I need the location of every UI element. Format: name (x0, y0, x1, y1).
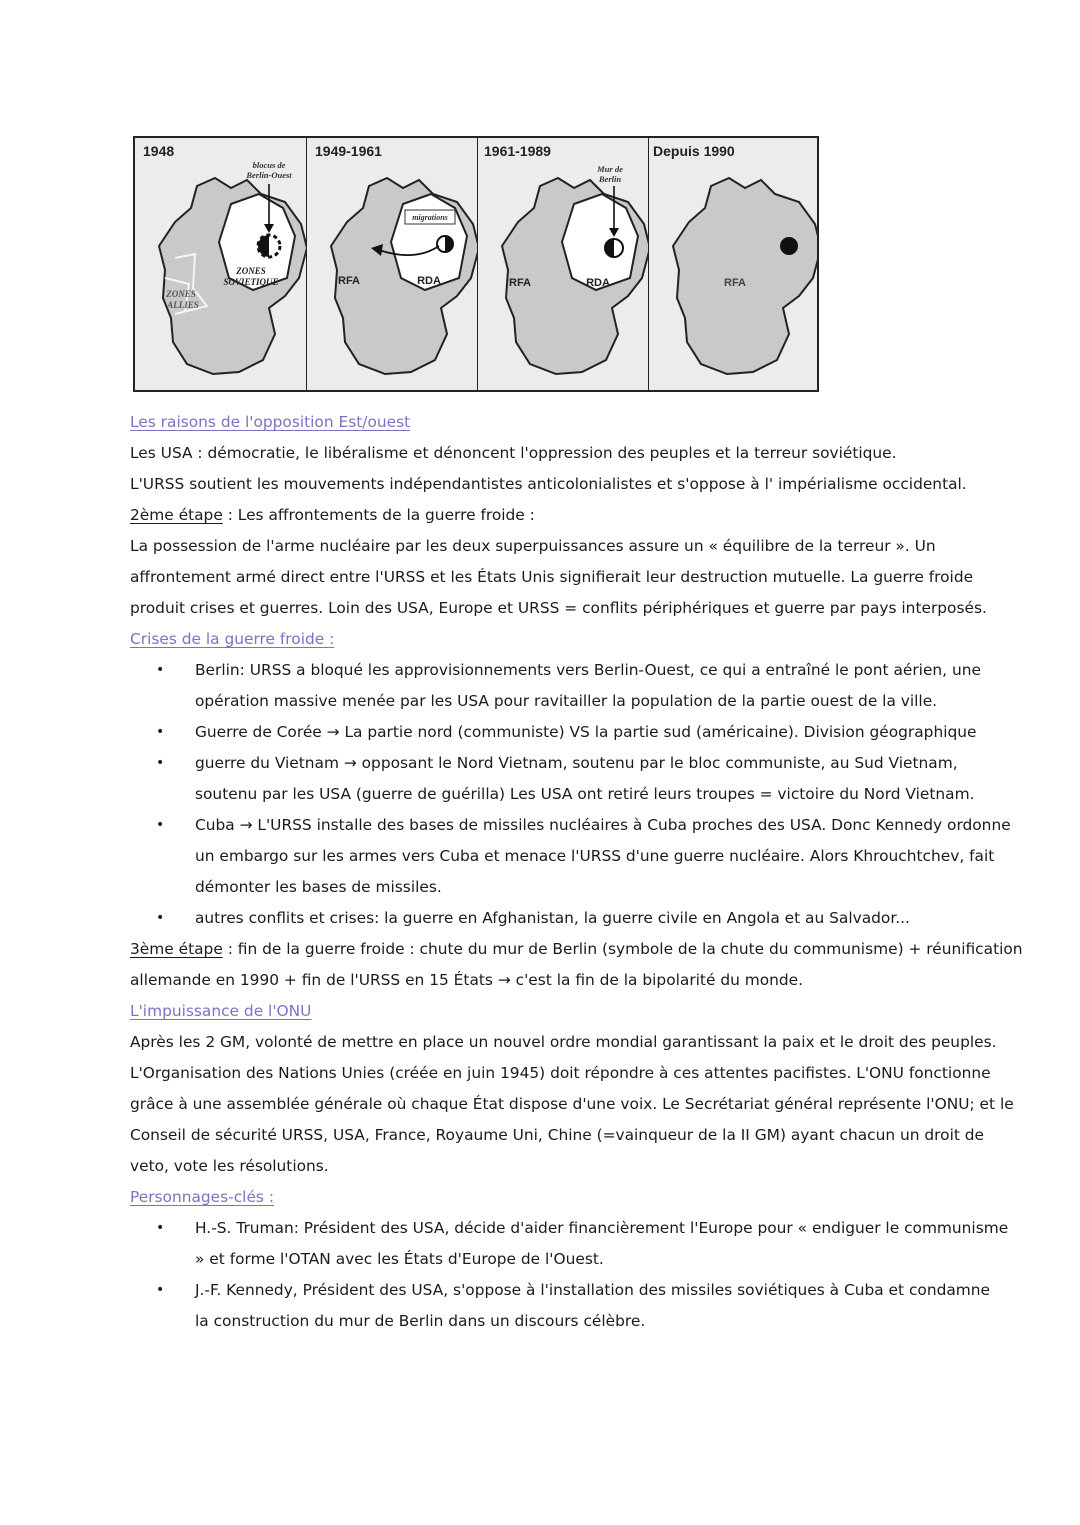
paragraph-line: Les USA : démocratie, le libéralisme et dénoncent l'oppression des peuples et la terreur soviétique. (130, 444, 897, 462)
etape-3-label: 3ème étape (130, 940, 223, 958)
list-item: • Guerre de Corée → La partie nord (communiste) VS la partie sud (américaine). Division géographique (130, 717, 960, 748)
svg-text:Berlin-Ouest: Berlin-Ouest (246, 170, 292, 180)
document-body (130, 407, 1023, 1337)
svg-text:RFA: RFA (338, 275, 360, 287)
svg-text:Mur de: Mur de (597, 164, 623, 174)
year-label: 1949-1961 (315, 143, 382, 159)
bullet-icon: • (156, 817, 165, 833)
year-label: Depuis 1990 (653, 143, 735, 159)
svg-text:migrations: migrations (412, 213, 448, 222)
paragraph-line: Conseil de sécurité URSS, USA, France, Royaume Uni, Chine (=vainqueur de la II GM) ayant chacun un droit de (130, 1126, 985, 1144)
paragraph-line: veto, vote les résolutions. (130, 1157, 329, 1175)
paragraph-line: grâce à une assemblée générale où chaque État dispose d'une voix. Le Secrétariat général représente l'ONU; et le (130, 1095, 1014, 1113)
paragraph-line: L'URSS soutient les mouvements indépendantistes anticolonialistes et s'oppose à l' impérialisme occidental. (130, 475, 967, 493)
paragraph-line: allemande en 1990 + fin de l'URSS en 15 États → c'est la fin de la bipolarité du monde. (130, 971, 804, 989)
heading-etape-3 (130, 934, 1023, 965)
year-label: 1948 (143, 143, 175, 159)
year-label: 1961-1989 (484, 143, 551, 159)
list-item-continuation: opération massive menée par les USA pour ravitailler la population de la partie ouest de la ville. (195, 692, 938, 710)
list-item: • autres conflits et crises: la guerre en Afghanistan, la guerre civile en Angola et au Salvador... (130, 903, 960, 934)
svg-text:ZONES: ZONES (236, 266, 266, 276)
svg-text:RFA: RFA (724, 277, 746, 289)
paragraph-line: L'Organisation des Nations Unies (créée en juin 1945) doit répondre à ces attentes pacifistes. L'ONU fonctionne (130, 1064, 991, 1082)
paragraph-line: produit crises et guerres. Loin des USA, Europe et URSS = conflits périphériques et guerre par pays interposés. (130, 599, 987, 617)
list-item-continuation: démonter les bases de missiles. (195, 878, 442, 896)
svg-text:SOVIETIQUE: SOVIETIQUE (223, 277, 279, 287)
list-item: • guerre du Vietnam → opposant le Nord Vietnam, soutenu par le bloc communiste, au Sud Vietnam, (130, 748, 960, 779)
bullet-icon: • (156, 1220, 165, 1236)
svg-text:ZONES: ZONES (166, 289, 196, 299)
panel-depuis-1990 (649, 138, 817, 390)
panel-1948 (135, 138, 307, 390)
list-item: • Berlin: URSS a bloqué les approvisionnements vers Berlin-Ouest, ce qui a entraîné le pont aérien, une (130, 655, 960, 686)
list-item-continuation: » et forme l'OTAN avec les États d'Europe de l'Ouest. (195, 1250, 604, 1268)
heading-onu: L'impuissance de l'ONU (130, 1002, 312, 1020)
list-item: • Cuba → L'URSS installe des bases de missiles nucléaires à Cuba proches des USA. Donc Kennedy ordonne (130, 810, 960, 841)
etape-2-text: : Les affrontements de la guerre froide : (222, 506, 535, 524)
germany-maps-figure (133, 136, 819, 392)
list-item-continuation: la construction du mur de Berlin dans un discours célèbre. (195, 1312, 646, 1330)
list-item-continuation: soutenu par les USA (guerre de guérilla) Les USA ont retiré leurs troupes = victoire du Nord Vietnam. (195, 785, 975, 803)
bullet-icon: • (156, 1282, 165, 1298)
bullet-icon: • (156, 755, 165, 771)
svg-text:RDA: RDA (586, 277, 610, 289)
bullet-icon: • (156, 662, 165, 678)
paragraph-line: affrontement armé direct entre l'URSS et les États Unis signifierait leur destruction mutuelle. La guerre froide (130, 568, 974, 586)
list-item: • H.-S. Truman: Président des USA, décide d'aider financièrement l'Europe pour « endiguer le communisme (130, 1213, 960, 1244)
svg-text:Berlin: Berlin (598, 174, 622, 184)
bullet-icon: • (156, 724, 165, 740)
svg-text:RDA: RDA (417, 275, 441, 287)
etape-2-label: 2ème étape (130, 506, 223, 524)
bullet-icon: • (156, 910, 165, 926)
paragraph-line: La possession de l'arme nucléaire par les deux superpuissances assure un « équilibre de la terreur ». Un (130, 537, 936, 555)
panel-1949-1961 (307, 138, 479, 390)
heading-etape-2 (130, 500, 960, 531)
panel-1961-1989 (478, 138, 650, 390)
heading-crises: Crises de la guerre froide : (130, 630, 335, 648)
etape-3-text: : fin de la guerre froide : chute du mur de Berlin (symbole de la chute du communisme) + réunification (222, 940, 1023, 958)
heading-raisons: Les raisons de l'opposition Est/ouest (130, 413, 411, 431)
paragraph-line: Après les 2 GM, volonté de mettre en place un nouvel ordre mondial garantissant la paix et le droit des peuples. (130, 1033, 997, 1051)
svg-text:blocus de: blocus de (252, 160, 286, 170)
svg-text:ALLIES: ALLIES (167, 300, 199, 310)
list-item-continuation: un embargo sur les armes vers Cuba et menace l'URSS d'une guerre nucléaire. Alors Khrouchtchev, fait (195, 847, 995, 865)
list-item: • J.-F. Kennedy, Président des USA, s'oppose à l'installation des missiles soviétiques à Cuba et condamne (130, 1275, 960, 1306)
heading-personnages: Personnages-clés : (130, 1188, 275, 1206)
svg-text:RFA: RFA (509, 277, 531, 289)
